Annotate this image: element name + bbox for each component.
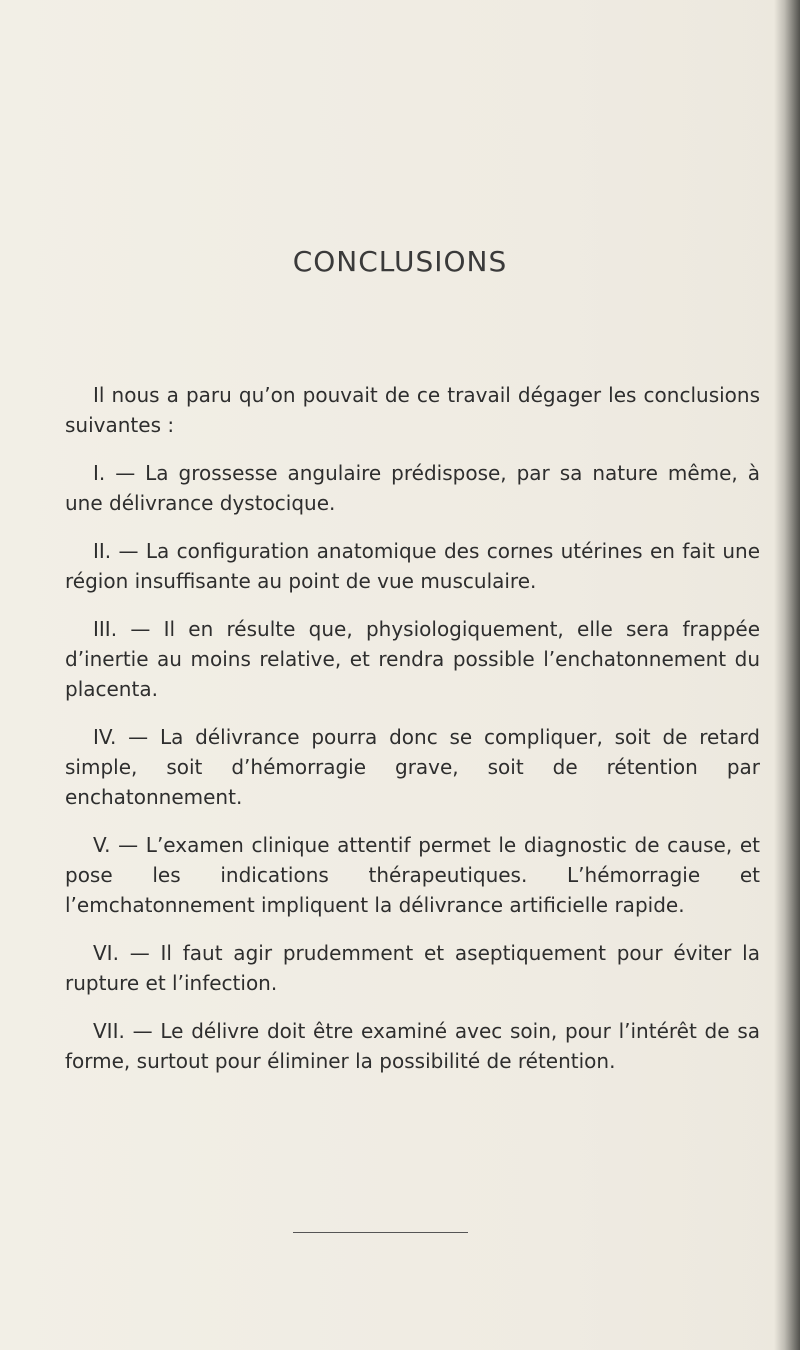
end-rule xyxy=(293,1232,468,1233)
page-edge-shadow xyxy=(774,0,800,1350)
conclusion-item-6: VI. — Il faut agir prudemment et aseptiquement pour éviter la rupture et l’infection. xyxy=(65,941,760,995)
conclusion-item-3: III. — Il en résulte que, physiologiquement, elle sera frappée d’inertie au moins relative, et rendra possible l’enchatonnement du placenta. xyxy=(65,617,760,701)
intro-paragraph: Il nous a paru qu’on pouvait de ce travail dégager les conclusions suivantes : xyxy=(65,383,760,437)
conclusion-item-4: IV. — La délivrance pourra donc se compliquer, soit de retard simple, soit d’hémorragie grave, soit de rétention par enchatonnement. xyxy=(65,725,760,809)
conclusion-item-7: VII. — Le délivre doit être examiné avec soin, pour l’intérêt de sa forme, surtout pour éliminer la possibilité de rétention. xyxy=(65,1019,760,1073)
conclusion-item-1: I. — La grossesse angulaire prédispose, par sa nature même, à une délivrance dystocique. xyxy=(65,461,760,515)
conclusion-item-2: II. — La configuration anatomique des cornes utérines en fait une région insuffisante au point de vue musculaire. xyxy=(65,539,760,593)
conclusions-body xyxy=(65,380,760,1094)
conclusion-item-5: V. — L’examen clinique attentif permet le diagnostic de cause, et pose les indications thérapeutiques. L’hémorragie et l’emchatonnement impliquent la délivrance artificielle rapide. xyxy=(65,833,760,917)
page-title: CONCLUSIONS xyxy=(292,245,508,278)
